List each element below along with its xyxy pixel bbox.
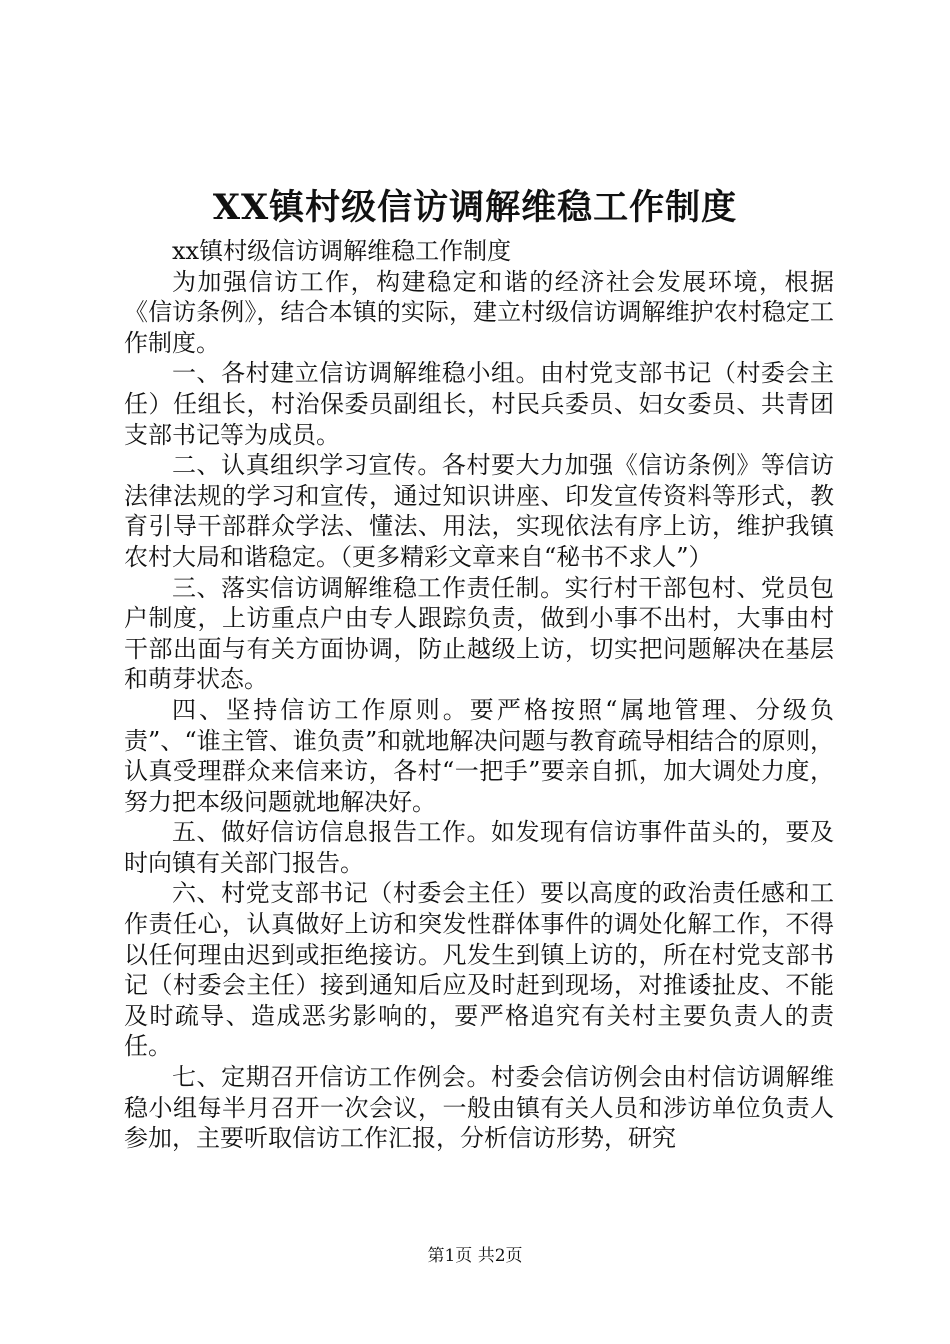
body-paragraph: 三、落实信访调解维稳工作责任制。实行村干部包村、党员包户制度，上访重点户由专人跟踪负责，做到小事不出村，大事由村干部出面与有关方面协调，防止越级上访，切实把问题解决在基层和萌芽状态。	[124, 573, 834, 694]
document-body	[124, 236, 834, 1154]
body-paragraph: 四、坚持信访工作原则。要严格按照“属地管理、分级负责”、“谁主管、谁负责”和就地解决问题与教育疏导相结合的原则，认真受理群众来信来访，各村“一把手”要亲自抓，加大调处力度，努力把本级问题就地解决好。	[124, 695, 834, 816]
body-paragraph: 一、各村建立信访调解维稳小组。由村党支部书记（村委会主任）任组长，村治保委员副组长，村民兵委员、妇女委员、共青团支部书记等为成员。	[124, 359, 834, 449]
body-paragraph: 五、做好信访信息报告工作。如发现有信访事件苗头的，要及时向镇有关部门报告。	[124, 818, 834, 877]
page-number-footer: 第1页 共2页	[427, 1246, 523, 1266]
body-paragraph: 六、村党支部书记（村委会主任）要以高度的政治责任感和工作责任心，认真做好上访和突发性群体事件的调处化解工作，不得以任何理由迟到或拒绝接访。凡发生到镇上访的，所在村党支部书记（村委会主任）接到通知后应及时赶到现场，对推诿扯皮、不能及时疏导、造成恶劣影响的，要严格追究有关村主要负责人的责任。	[124, 879, 834, 1061]
document-title: XX镇村级信访调解维稳工作制度	[212, 187, 738, 228]
body-paragraph: 七、定期召开信访工作例会。村委会信访例会由村信访调解维稳小组每半月召开一次会议，一般由镇有关人员和涉访单位负责人参加，主要听取信访工作汇报，分析信访形势，研究	[124, 1063, 834, 1153]
body-paragraph: 二、认真组织学习宣传。各村要大力加强《信访条例》等信访法律法规的学习和宣传，通过知识讲座、印发宣传资料等形式，教育引导干部群众学法、懂法、用法，实现依法有序上访，维护我镇农村大局和谐稳定。（更多精彩文章来自“秘书不求人”）	[124, 451, 834, 571]
body-paragraph: 为加强信访工作，构建稳定和谐的经济社会发展环境，根据《信访条例》，结合本镇的实际，建立村级信访调解维护农村稳定工作制度。	[124, 267, 834, 357]
body-paragraph: xx镇村级信访调解维稳工作制度	[172, 237, 512, 265]
